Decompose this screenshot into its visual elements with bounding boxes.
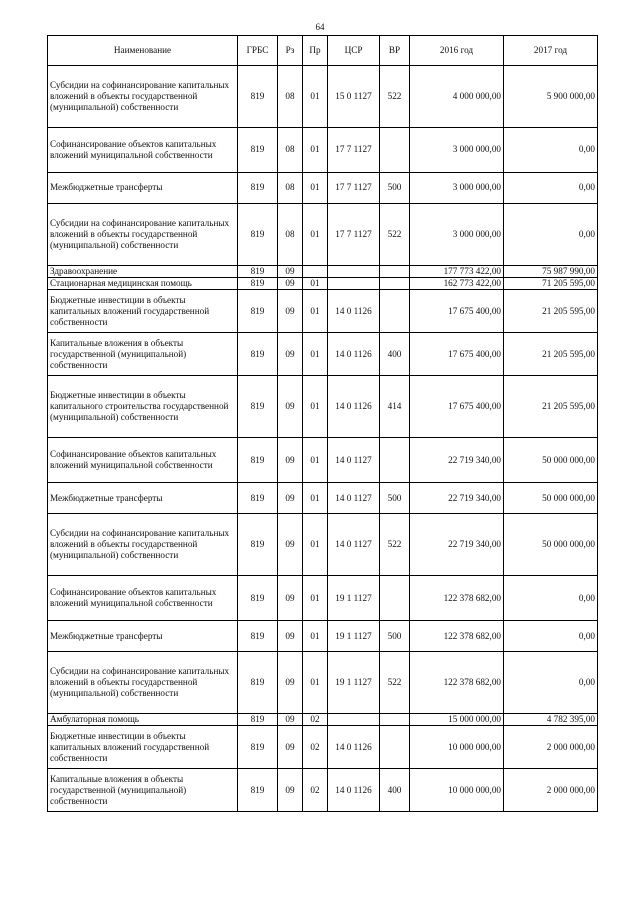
cell-name: Субсидии на софинансирование капитальных вложений в объекты государственной (муниципальной) собственности [48,514,238,576]
cell-grbs: 819 [238,376,278,438]
cell-vr: 522 [380,204,410,266]
cell-2017: 0,00 [504,621,598,652]
cell-name: Капитальные вложения в объекты государственной (муниципальной) собственности [48,769,238,812]
cell-name: Стационарная медицинская помощь [48,278,238,290]
cell-rz: 09 [278,438,303,483]
cell-name: Субсидии на софинансирование капитальных вложений в объекты государственной (муниципальной) собственности [48,652,238,714]
cell-2016: 22 719 340,00 [410,438,504,483]
cell-grbs: 819 [238,66,278,128]
cell-name: Межбюджетные трансферты [48,621,238,652]
cell-2017: 4 782 395,00 [504,714,598,726]
cell-grbs: 819 [238,576,278,621]
cell-2017: 75 987 990,00 [504,266,598,278]
cell-vr: 500 [380,483,410,514]
cell-2016: 122 378 682,00 [410,621,504,652]
cell-rz: 09 [278,333,303,376]
cell-2016: 3 000 000,00 [410,173,504,204]
cell-pr: 01 [303,278,328,290]
cell-csr: 14 0 1127 [328,438,380,483]
cell-pr: 01 [303,376,328,438]
cell-vr: 400 [380,333,410,376]
cell-csr: 14 0 1126 [328,769,380,812]
cell-grbs: 819 [238,483,278,514]
table-row [48,376,598,438]
header-pr: Пр [303,36,328,66]
cell-grbs: 819 [238,278,278,290]
cell-pr: 01 [303,438,328,483]
cell-vr [380,266,410,278]
cell-rz: 09 [278,621,303,652]
cell-rz: 09 [278,714,303,726]
cell-grbs: 819 [238,726,278,769]
cell-grbs: 819 [238,652,278,714]
cell-2017: 0,00 [504,576,598,621]
table-row [48,278,598,290]
cell-rz: 08 [278,66,303,128]
cell-pr: 01 [303,290,328,333]
cell-2017: 50 000 000,00 [504,483,598,514]
cell-2017: 0,00 [504,652,598,714]
cell-2016: 15 000 000,00 [410,714,504,726]
cell-rz: 09 [278,483,303,514]
table-row [48,266,598,278]
cell-csr: 19 1 1127 [328,652,380,714]
table-row [48,714,598,726]
cell-grbs: 819 [238,514,278,576]
cell-pr: 02 [303,769,328,812]
cell-2016: 122 378 682,00 [410,576,504,621]
header-vr: ВР [380,36,410,66]
cell-vr [380,726,410,769]
cell-2016: 17 675 400,00 [410,376,504,438]
cell-2017: 2 000 000,00 [504,769,598,812]
cell-csr [328,714,380,726]
cell-rz: 08 [278,128,303,173]
cell-pr: 02 [303,726,328,769]
cell-2016: 17 675 400,00 [410,333,504,376]
cell-2017: 50 000 000,00 [504,438,598,483]
cell-csr: 14 0 1126 [328,290,380,333]
cell-pr: 01 [303,204,328,266]
cell-2016: 3 000 000,00 [410,128,504,173]
cell-pr: 01 [303,66,328,128]
cell-2016: 17 675 400,00 [410,290,504,333]
cell-2016: 10 000 000,00 [410,726,504,769]
cell-csr: 14 0 1127 [328,514,380,576]
cell-name: Софинансирование объектов капитальных вложений муниципальной собственности [48,438,238,483]
cell-vr: 500 [380,173,410,204]
cell-grbs: 819 [238,204,278,266]
table-row [48,726,598,769]
table-row [48,621,598,652]
cell-rz: 09 [278,514,303,576]
cell-name: Софинансирование объектов капитальных вложений муниципальной собственности [48,576,238,621]
cell-csr: 19 1 1127 [328,576,380,621]
cell-csr: 19 1 1127 [328,621,380,652]
cell-csr [328,266,380,278]
cell-2017: 0,00 [504,204,598,266]
table-row [48,66,598,128]
header-csr: ЦСР [328,36,380,66]
cell-2017: 0,00 [504,128,598,173]
cell-grbs: 819 [238,290,278,333]
cell-vr [380,278,410,290]
cell-pr: 01 [303,333,328,376]
cell-vr: 522 [380,652,410,714]
cell-name: Амбулаторная помощь [48,714,238,726]
cell-vr: 414 [380,376,410,438]
budget-table [47,35,598,812]
cell-2017: 2 000 000,00 [504,726,598,769]
cell-rz: 09 [278,652,303,714]
cell-vr [380,438,410,483]
cell-name: Субсидии на софинансирование капитальных вложений в объекты государственной (муниципальной) собственности [48,66,238,128]
cell-csr: 17 7 1127 [328,128,380,173]
cell-rz: 09 [278,376,303,438]
cell-2016: 3 000 000,00 [410,204,504,266]
cell-name: Бюджетные инвестиции в объекты капитального строительства государственной (муниципальной) собственности [48,376,238,438]
cell-pr: 01 [303,514,328,576]
cell-pr: 01 [303,576,328,621]
cell-grbs: 819 [238,714,278,726]
table-row [48,652,598,714]
cell-pr [303,266,328,278]
cell-csr: 17 7 1127 [328,173,380,204]
table-row [48,514,598,576]
cell-vr [380,714,410,726]
table-row [48,290,598,333]
table-row [48,769,598,812]
cell-2016: 122 378 682,00 [410,652,504,714]
cell-csr: 15 0 1127 [328,66,380,128]
cell-vr: 400 [380,769,410,812]
cell-rz: 09 [278,726,303,769]
cell-pr: 01 [303,652,328,714]
table-row [48,483,598,514]
cell-name: Софинансирование объектов капитальных вложений муниципальной собственности [48,128,238,173]
cell-grbs: 819 [238,173,278,204]
header-grbs: ГРБС [238,36,278,66]
cell-pr: 01 [303,621,328,652]
cell-grbs: 819 [238,438,278,483]
cell-csr: 14 0 1127 [328,483,380,514]
cell-vr [380,576,410,621]
cell-grbs: 819 [238,621,278,652]
cell-2017: 0,00 [504,173,598,204]
cell-vr: 522 [380,514,410,576]
cell-2017: 21 205 595,00 [504,290,598,333]
cell-2016: 177 773 422,00 [410,266,504,278]
cell-csr [328,278,380,290]
cell-csr: 14 0 1126 [328,726,380,769]
cell-name: Бюджетные инвестиции в объекты капитальных вложений государственной собственности [48,726,238,769]
cell-rz: 08 [278,204,303,266]
cell-csr: 14 0 1126 [328,376,380,438]
table-row [48,173,598,204]
cell-pr: 01 [303,173,328,204]
header-2017: 2017 год [504,36,598,66]
page-number: 64 [315,22,325,32]
cell-2016: 162 773 422,00 [410,278,504,290]
cell-2016: 10 000 000,00 [410,769,504,812]
cell-rz: 09 [278,290,303,333]
cell-2017: 5 900 000,00 [504,66,598,128]
cell-2017: 71 205 595,00 [504,278,598,290]
cell-grbs: 819 [238,333,278,376]
cell-2016: 4 000 000,00 [410,66,504,128]
table-row [48,438,598,483]
cell-rz: 09 [278,278,303,290]
cell-rz: 08 [278,173,303,204]
table-row [48,333,598,376]
cell-2017: 21 205 595,00 [504,333,598,376]
cell-name: Здравоохранение [48,266,238,278]
cell-vr: 522 [380,66,410,128]
table-header-row [48,36,598,66]
cell-pr: 02 [303,714,328,726]
cell-grbs: 819 [238,266,278,278]
cell-name: Субсидии на софинансирование капитальных вложений в объекты государственной (муниципальной) собственности [48,204,238,266]
cell-grbs: 819 [238,128,278,173]
cell-name: Бюджетные инвестиции в объекты капитальных вложений государственной собственности [48,290,238,333]
cell-csr: 14 0 1126 [328,333,380,376]
cell-rz: 09 [278,266,303,278]
cell-pr: 01 [303,483,328,514]
cell-pr: 01 [303,128,328,173]
cell-name: Межбюджетные трансферты [48,483,238,514]
cell-2017: 21 205 595,00 [504,376,598,438]
header-rz: Рз [278,36,303,66]
cell-vr [380,290,410,333]
table-body [48,66,598,812]
table-row [48,576,598,621]
cell-grbs: 819 [238,769,278,812]
header-2016: 2016 год [410,36,504,66]
cell-vr: 500 [380,621,410,652]
cell-vr [380,128,410,173]
table-row [48,128,598,173]
table-row [48,204,598,266]
cell-2016: 22 719 340,00 [410,483,504,514]
cell-rz: 09 [278,576,303,621]
cell-csr: 17 7 1127 [328,204,380,266]
cell-name: Капитальные вложения в объекты государственной (муниципальной) собственности [48,333,238,376]
header-name: Наименование [48,36,238,66]
cell-2016: 22 719 340,00 [410,514,504,576]
cell-name: Межбюджетные трансферты [48,173,238,204]
cell-2017: 50 000 000,00 [504,514,598,576]
cell-rz: 09 [278,769,303,812]
